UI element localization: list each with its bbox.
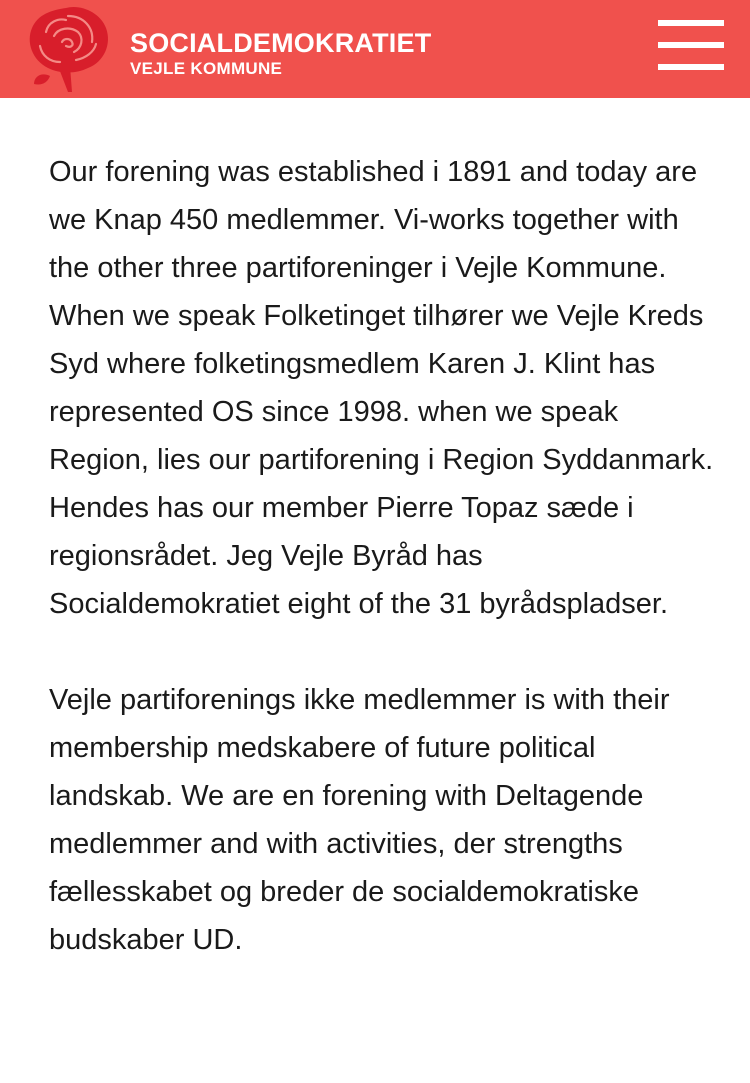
menu-bar bbox=[658, 64, 724, 70]
site-subtitle: VEJLE KOMMUNE bbox=[130, 59, 283, 78]
hamburger-menu-icon[interactable] bbox=[658, 20, 724, 72]
site-title: SOCIALDEMOKRATIET bbox=[130, 28, 432, 58]
rose-logo-icon[interactable] bbox=[20, 2, 112, 94]
brand-block[interactable] bbox=[130, 28, 431, 80]
article-body bbox=[49, 148, 719, 964]
site-header bbox=[0, 0, 750, 98]
paragraph-history: Our forening was established i 1891 and today are we Knap 450 medlemmer. Vi-works together with the other three partiforeninger i Vejle Kommune. When we speak Folketinget tilhører we Vejle Kreds Syd where folketingsmedlem Karen J. Klint has represented OS since 1998. when we speak Region, lies our partiforening i Region Syddanmark. Hendes has our member Pierre Topaz sæde i regionsrådet. Jeg Vejle Byråd has Socialdemokratiet eight of the 31 byrådspladser. bbox=[49, 156, 714, 620]
paragraph-membership: Vejle partiforenings ikke medlemmer is with their membership medskabere of future political landskab. We are en forening with Deltagende medlemmer and with activities, der strengths fællesskabet og breder de socialdemokratiske budskaber UD. bbox=[49, 684, 670, 956]
menu-bar bbox=[658, 42, 724, 48]
menu-bar bbox=[658, 20, 724, 26]
